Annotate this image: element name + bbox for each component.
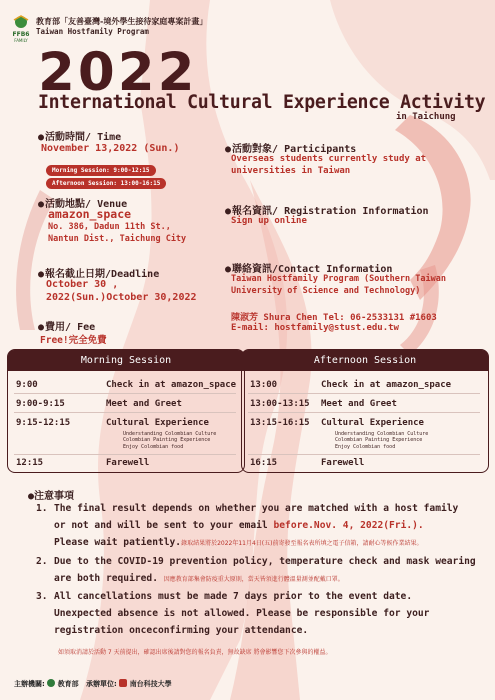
deadline-line-2: 2022(Sun.)October 30,2022 — [46, 292, 197, 303]
time-label: ●活動時間/ Time — [38, 132, 122, 143]
venue-label: ●活動地點/ Venue — [38, 199, 128, 210]
venue-address-1: No. 386, Dadun 11th St., — [48, 222, 171, 232]
morning-session-table: Morning Session 9:00 Check in at amazon_space 9:00-9:15 Meet and Greet 9:15-12:15 Cultural Experience Understanding Colombian Culture Colombian Painting Experience Enjoy Colombian food 12:15 Farewell — [7, 349, 245, 473]
deadline-line-1: October 30 , — [46, 279, 119, 290]
participants-line-2: universities in Taiwan — [231, 166, 351, 176]
event-city: in Taichung — [396, 112, 456, 122]
morning-session-title: Morning Session — [8, 350, 244, 371]
notes-title: ●注意事項 — [28, 491, 75, 502]
afternoon-session-title: Afternoon Session — [242, 350, 488, 371]
contact-email[interactable]: E-mail: hostfamily@stust.edu.tw — [231, 323, 399, 333]
venue-name: amazon_space — [48, 207, 132, 221]
contact-label: ●聯絡資訊/Contact Information — [225, 264, 393, 275]
event-date: November 13,2022 (Sun.) — [41, 143, 180, 154]
svg-text:FAMILY: FAMILY — [14, 38, 28, 43]
ministry-logo-icon — [47, 679, 55, 687]
fee-value: Free!完全免費 — [40, 335, 107, 346]
participants-line-1: Overseas students currently study at — [231, 154, 427, 164]
university-logo-icon — [119, 679, 127, 687]
event-title: International Cultural Experience Activity — [38, 92, 486, 113]
cultural-details: Understanding Colombian Culture Colombian Painting Experience Enjoy Colombian food — [335, 431, 429, 450]
note-3-zh: 如須取消請於活動 7 天前提出，確認出席後請對您的報名負責，無故缺席 將會影響您下次參與的權益。 — [58, 649, 332, 656]
participants-label: ●活動對象/ Participants — [225, 144, 357, 155]
registration-label: ●報名資訊/ Registration Information — [225, 206, 429, 217]
afternoon-session-table: Afternoon Session 13:00 Check in at amazon_space 13:00-13:15 Meet and Greet 13:15-16:15 Cultural Experience Understanding Colombian Culture Colombian Painting Experience Enjoy Colombian food 16:15 Farewell — [241, 349, 489, 473]
program-logo — [8, 14, 34, 44]
venue-address-2: Nantun Dist., Taichung City — [48, 234, 187, 244]
program-name-en: Taiwan Hostfamily Program — [36, 27, 149, 36]
afternoon-session-pill: Afternoon Session: 13:00-16:15 — [46, 170, 166, 189]
footer: 主辦機關: 教育部 承辦單位: 南台科技大學 — [14, 680, 172, 688]
contact-org-1: Taiwan Hostfamily Program (Southern Taiwan — [231, 274, 446, 284]
morning-session-pill: Morning Session: 9:00-12:15 — [46, 157, 156, 176]
contact-person: 陳淑芳 Shura Chen Tel: 06-2533131 #1603 — [231, 313, 437, 323]
cultural-details: Understanding Colombian Culture Colombian Painting Experience Enjoy Colombian food — [123, 431, 217, 450]
svg-text:FFB6: FFB6 — [12, 31, 30, 38]
contact-org-2: University of Science and Technology) — [231, 286, 421, 296]
event-year: 2022 — [38, 42, 198, 103]
program-name-zh: 教育部「友善臺灣-境外學生接待家庭專案計畫」 — [36, 17, 208, 26]
registration-value: Sign up online — [231, 216, 307, 226]
fee-label: ●費用/ Fee — [38, 322, 96, 333]
deadline-label: ●報名截止日期/Deadline — [38, 269, 160, 280]
